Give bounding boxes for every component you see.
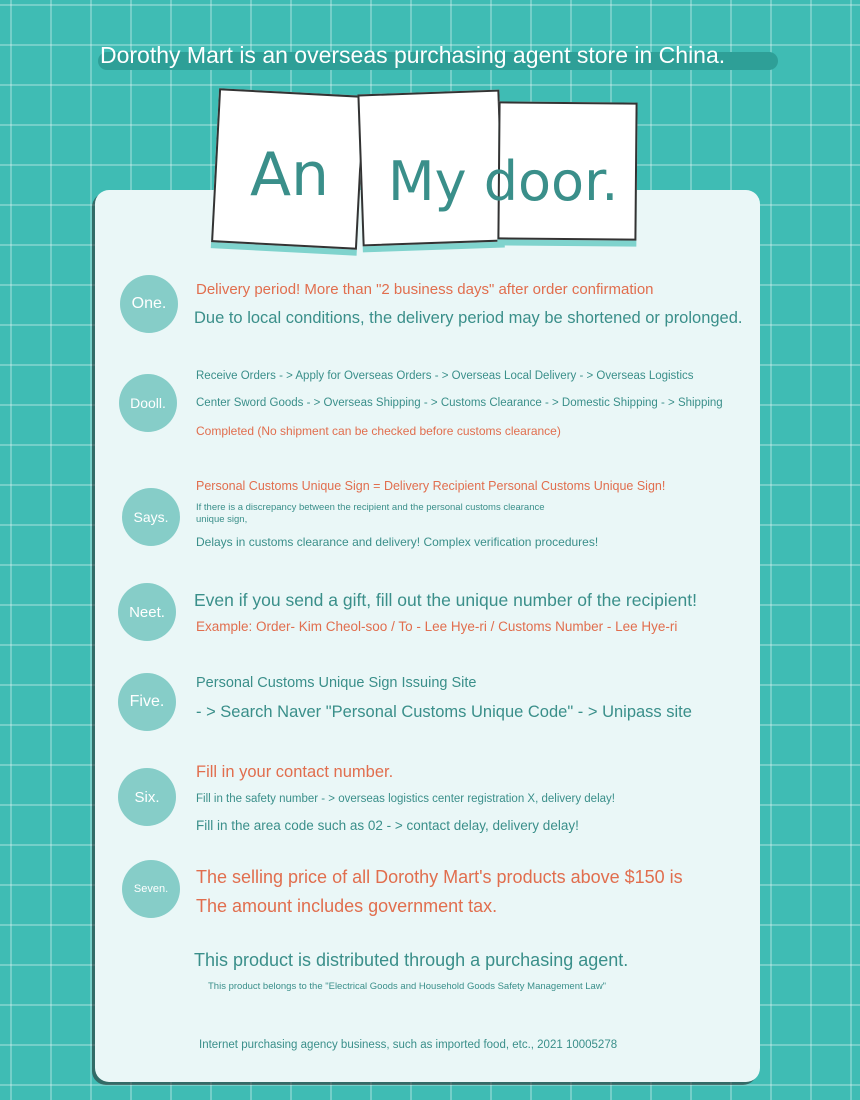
section-4-line-2: Example: Order- Kim Cheol-soo / To - Lee Hye-ri / Customs Number - Lee Hye-ri <box>196 619 678 634</box>
section-badge-three: Says. <box>122 488 180 546</box>
section-7-line-2: The amount includes government tax. <box>196 896 498 916</box>
section-badge-two: Dooll. <box>119 374 177 432</box>
section-3-line-3: unique sign, <box>196 514 248 525</box>
section-1-line-2: Due to local conditions, the delivery period may be shortened or prolonged. <box>194 309 743 327</box>
footer-line-2: This product belongs to the "Electrical Goods and Household Goods Safety Management Law" <box>208 981 607 992</box>
section-2-line-1: Receive Orders - > Apply for Overseas Orders - > Overseas Local Delivery - > Overseas Logistics <box>196 370 694 382</box>
section-2-line-3: Completed (No shipment can be checked before customs clearance) <box>196 424 561 438</box>
section-3-line-1: Personal Customs Unique Sign = Delivery Recipient Personal Customs Unique Sign! <box>196 479 666 493</box>
section-6-line-1: Fill in your contact number. <box>196 763 394 781</box>
section-badge-six: Six. <box>118 768 176 826</box>
headline <box>98 40 778 72</box>
section-4-line-1: Even if you send a gift, fill out the unique number of the recipient! <box>194 590 697 610</box>
section-5-line-1: Personal Customs Unique Sign Issuing Site <box>196 675 477 691</box>
section-3-line-2: If there is a discrepancy between the recipient and the personal customs clearance <box>196 502 545 513</box>
headline-text: Dorothy Mart is an overseas purchasing agent store in China. <box>100 42 726 68</box>
section-5-line-2: - > Search Naver "Personal Customs Unique Code" - > Unipass site <box>196 703 692 721</box>
footer-line-1: This product is distributed through a purchasing agent. <box>194 950 629 970</box>
section-badge-four: Neet. <box>118 583 176 641</box>
section-badge-seven: Seven. <box>122 860 180 918</box>
section-badge-five: Five. <box>118 673 176 731</box>
section-3-line-4: Delays in customs clearance and delivery! Complex verification procedures! <box>196 535 599 549</box>
section-6-line-3: Fill in the area code such as 02 - > contact delay, delivery delay! <box>196 818 579 833</box>
section-6-line-2: Fill in the safety number - > overseas logistics center registration X, delivery delay! <box>196 793 615 805</box>
section-2-line-2: Center Sword Goods - > Overseas Shipping - > Customs Clearance - > Domestic Shipping - > Shipping <box>196 397 723 409</box>
section-badge-one: One. <box>120 275 178 333</box>
title-word-2: My door. <box>388 150 619 213</box>
footer-line-3: Internet purchasing agency business, such as imported food, etc., 2021 10005278 <box>199 1039 618 1051</box>
section-7-line-1: The selling price of all Dorothy Mart's products above $150 is <box>196 867 683 887</box>
section-1-line-1: Delivery period! More than "2 business days" after order confirmation <box>196 281 654 298</box>
title-word-1: An <box>250 140 330 210</box>
